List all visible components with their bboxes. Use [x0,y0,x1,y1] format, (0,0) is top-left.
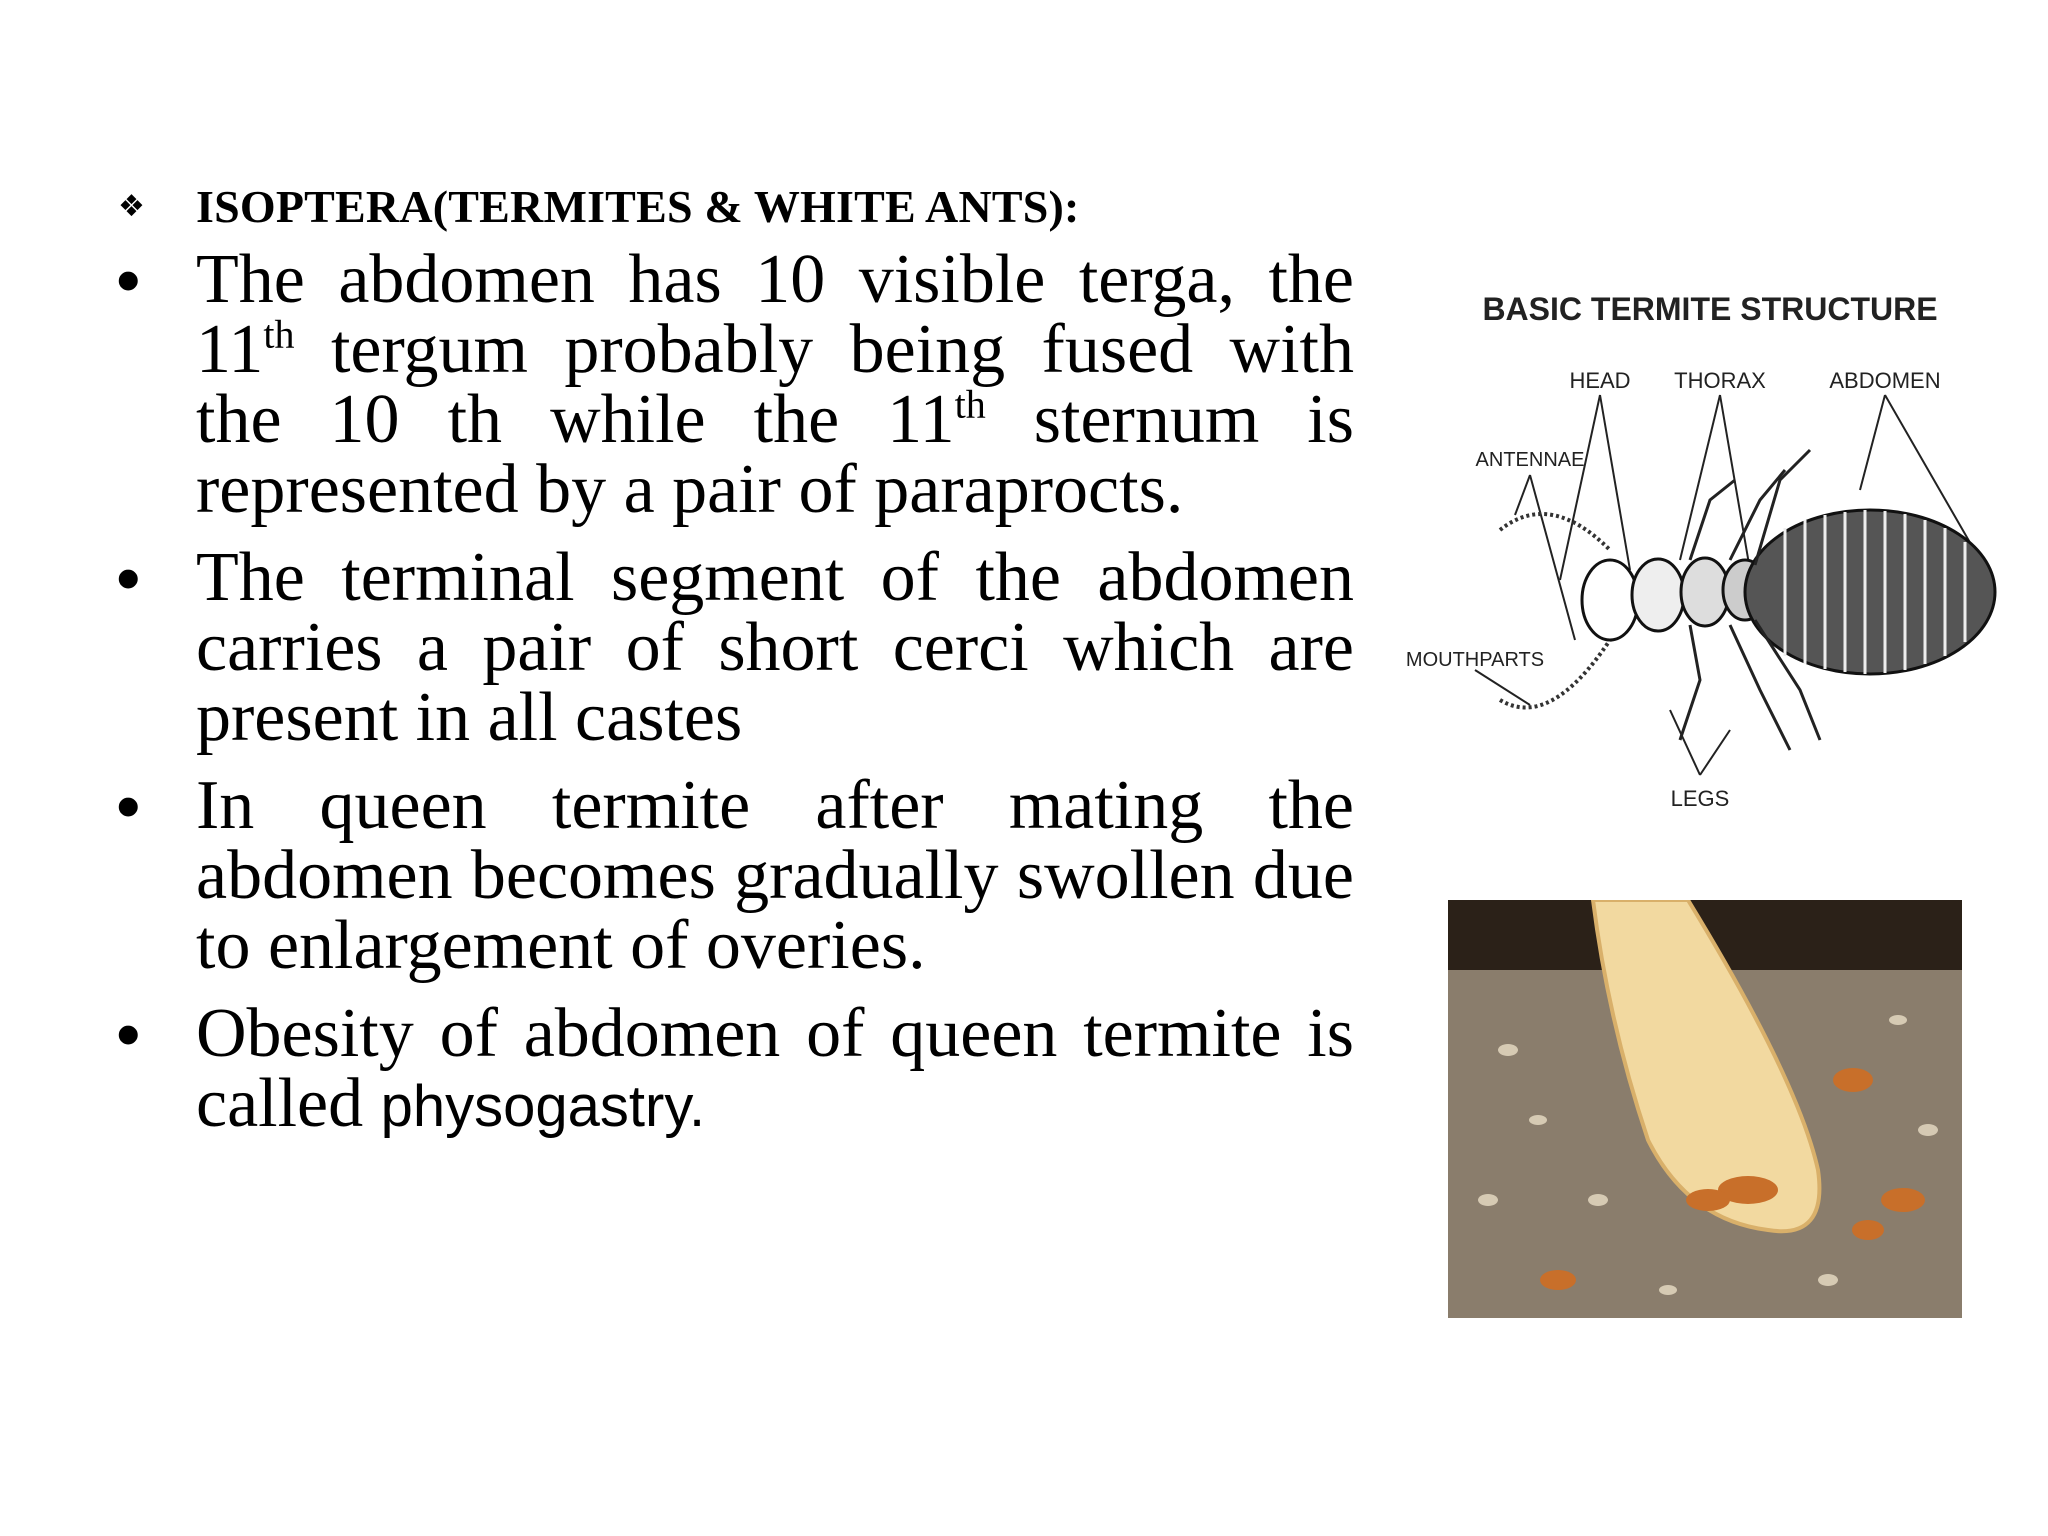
bullet-text: Obesity of abdomen of queen termite is called [196,995,1354,1142]
bullet-text-part: sternum is represented by a pair of paraprocts. [196,381,1354,528]
bullet-dot-icon: • [116,995,141,1073]
slide-heading: ISOPTERA(TERMITES & WHITE ANTS): [196,181,1080,232]
bullet-list [110,241,1354,1160]
diamond-bullet-icon: ❖ [118,189,145,224]
termite-illustration [1500,450,1995,750]
label-abdomen: ABDOMEN [1829,368,1941,393]
heading-row [118,180,1080,233]
bullet-text-part: The abdomen has 10 visible terga, the 11 [196,241,1354,388]
bullet-dot-icon: • [116,539,141,617]
bullet-text: The terminal segment of the abdomen carries a pair of short cerci which are present in all castes [196,539,1354,756]
bullet-item [110,241,1354,528]
bullet-text: In queen termite after mating the abdomen becomes gradually swollen due to enlargement of overies. [196,767,1354,984]
label-mouthparts: MOUTHPARTS [1405,649,1545,671]
superscript: th [954,381,986,427]
bullet-text-part: tergum probably being fused with the 10 th while the 11 [196,311,1354,458]
bullet-item [110,995,1354,1142]
superscript: th [263,311,295,357]
label-head: HEAD [1569,368,1631,393]
bullet-item [110,539,1354,756]
diagram-title: BASIC TERMITE STRUCTURE [1482,291,1938,327]
label-antennae: ANTENNAE [1475,449,1585,471]
label-thorax: THORAX [1674,368,1766,393]
bullet-dot-icon: • [116,767,141,845]
bullet-term: physogastry. [380,1074,706,1139]
termite-structure-diagram [1400,270,2000,830]
queen-termite-photo [1448,900,1962,1318]
bullet-dot-icon: • [116,241,141,319]
label-legs: LEGS [1670,786,1730,811]
bullet-item [110,767,1354,984]
